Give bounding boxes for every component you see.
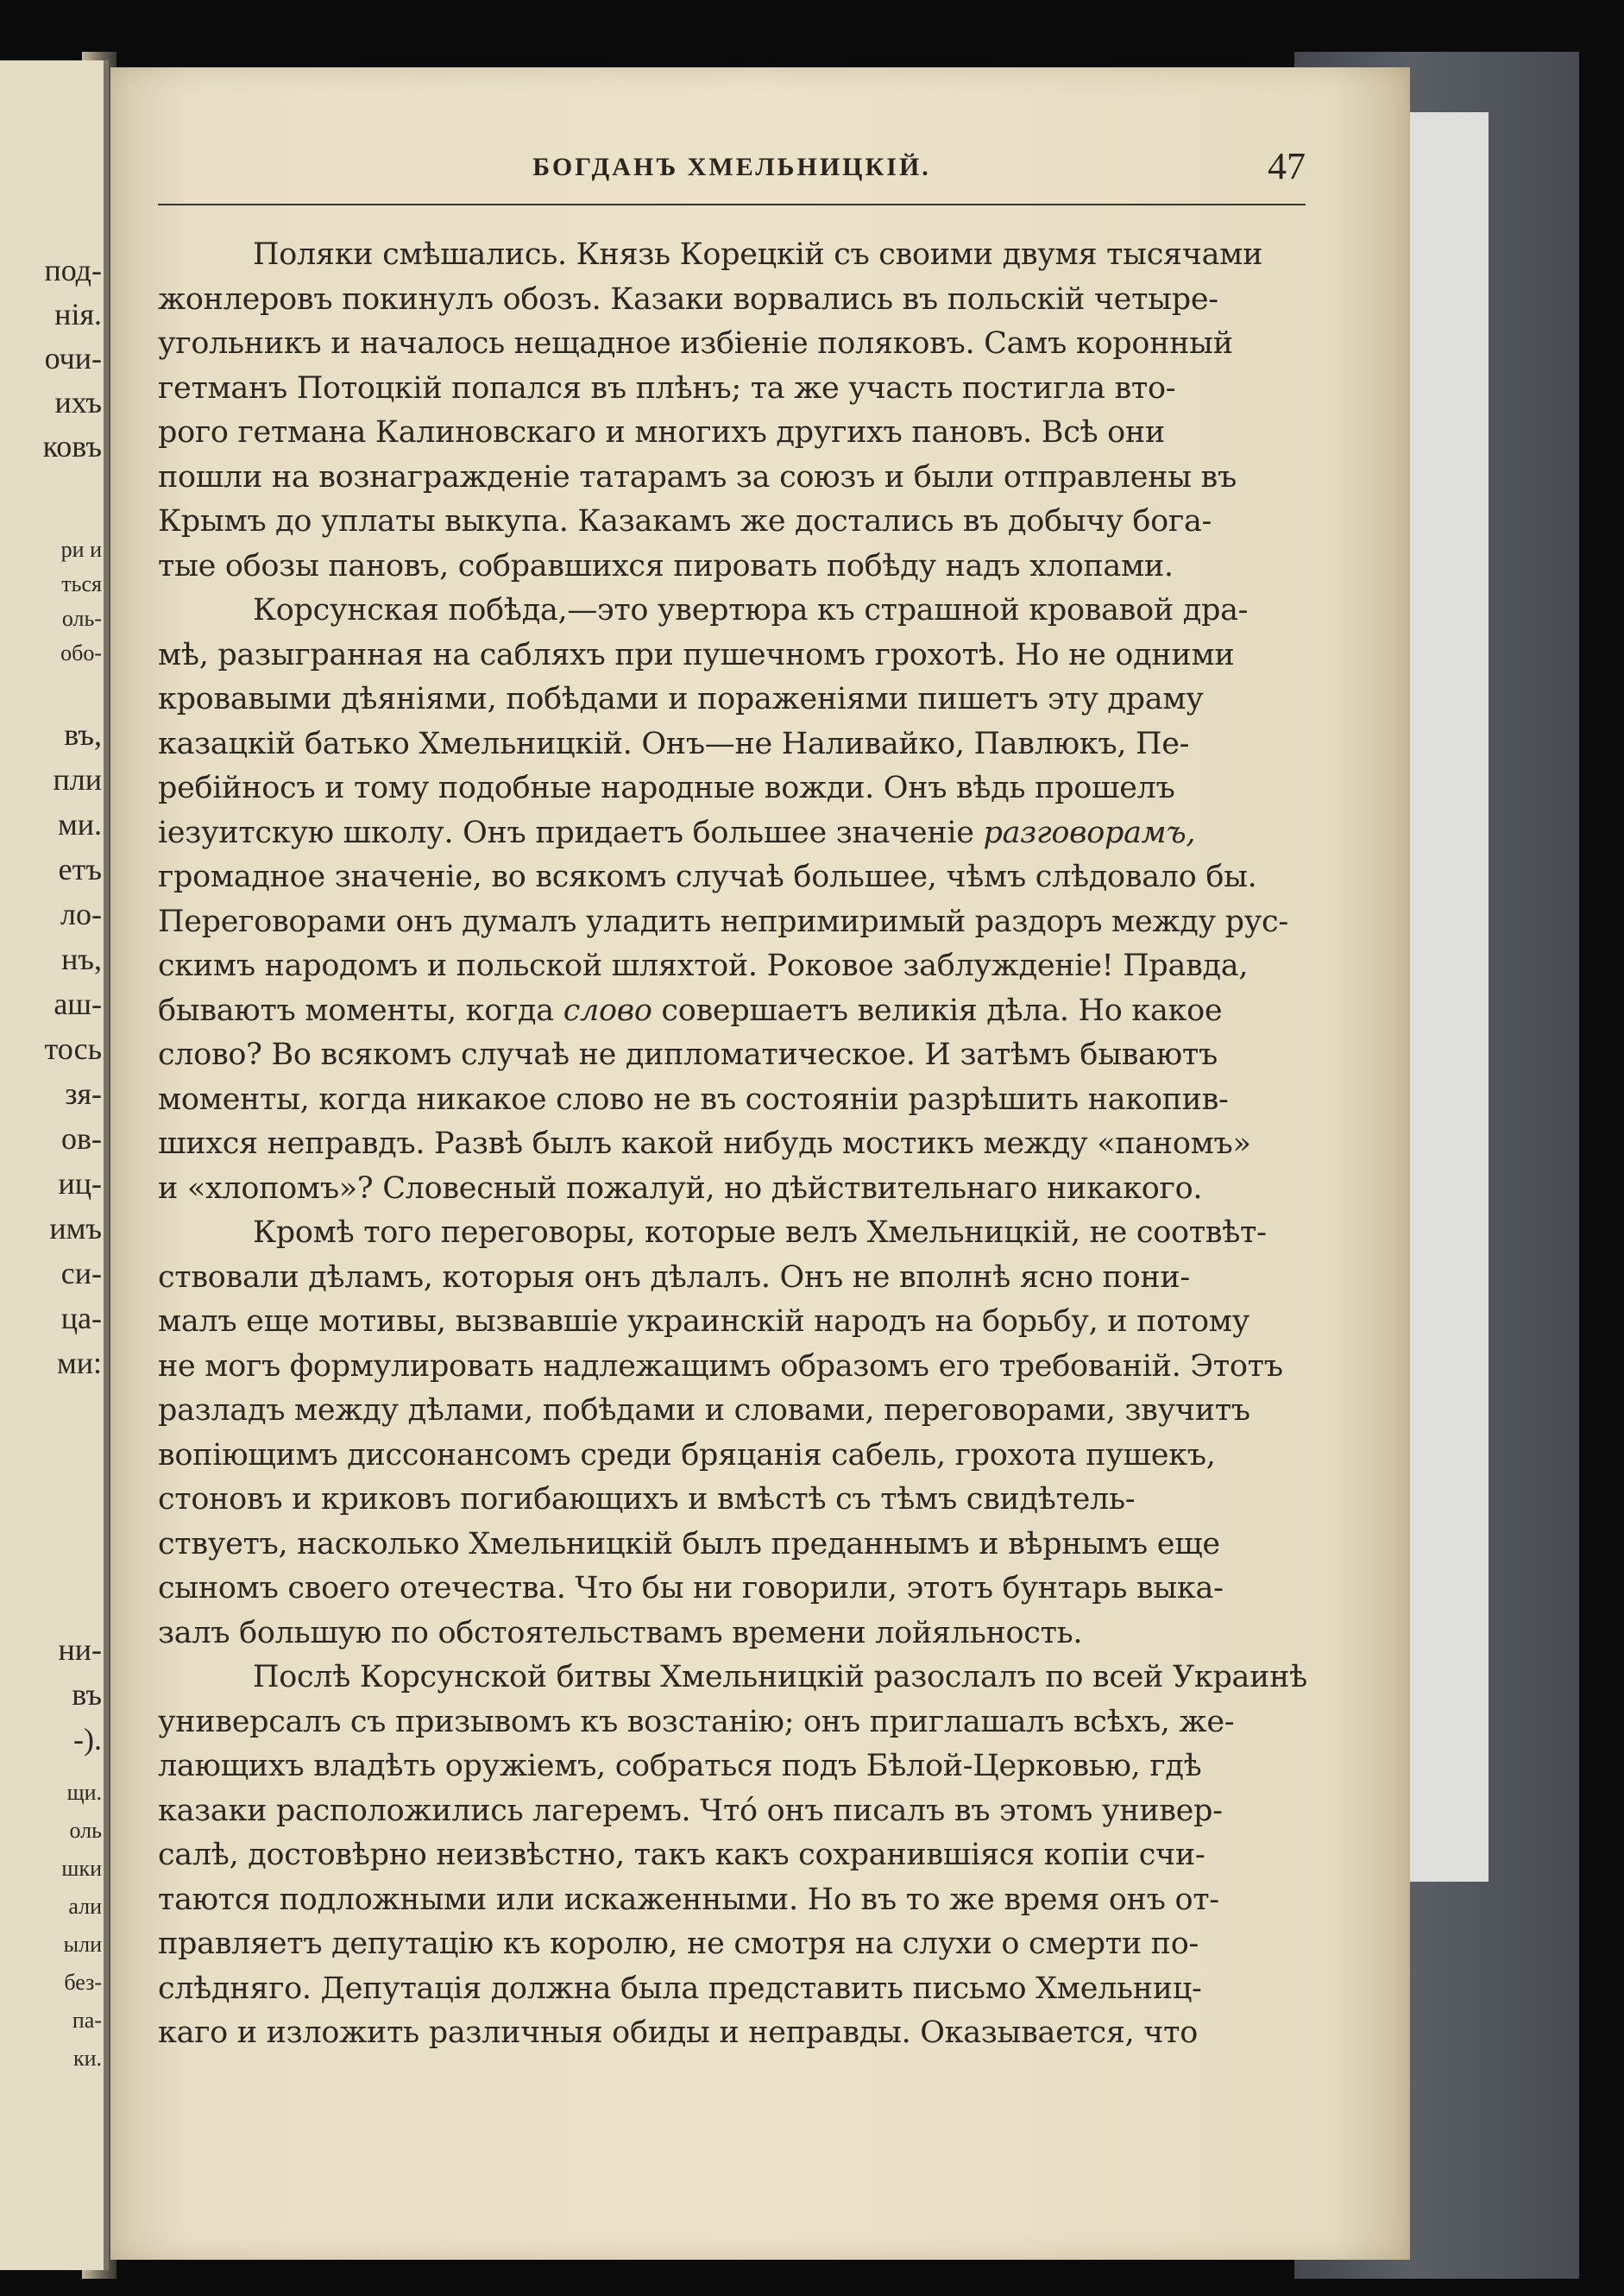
left-fragment: ыли <box>63 1932 102 1957</box>
text-line: Поляки смѣшались. Князь Корецкій съ своими двумя тысячами <box>253 237 1263 272</box>
italic-emphasis: разговорамъ, <box>983 815 1196 850</box>
text-line <box>158 811 1366 856</box>
left-fragment: въ <box>72 1677 102 1712</box>
text-line: стоновъ и криковъ погибающихъ и вмѣстѣ съ тѣмъ свидѣтель- <box>158 1482 1136 1517</box>
left-fragment: ов- <box>61 1121 102 1156</box>
text-line: моменты, когда никакое слово не въ состояніи разрѣшить накопив- <box>158 1082 1229 1117</box>
left-page <box>0 60 109 2270</box>
text-line: слѣдняго. Депутація должна была представить письмо Хмельниц- <box>158 1971 1202 2006</box>
left-fragment: ми. <box>57 807 102 842</box>
text-segment: бываютъ моменты, когда <box>158 993 554 1028</box>
left-fragment: пли <box>53 762 102 797</box>
text-line: вопіющимъ диссонансомъ среди бряцанія сабель, грохота пушекъ, <box>158 1437 1216 1473</box>
text-line: Переговорами онъ думалъ уладить непримиримый раздоръ между рус- <box>158 904 1288 939</box>
left-fragment: тось <box>44 1031 102 1066</box>
left-fragment: имъ <box>49 1211 102 1246</box>
text-line: салѣ, достовѣрно неизвѣстно, такъ какъ сохранившіяся копіи счи- <box>158 1838 1205 1872</box>
text-line: каго и изложить различныя обиды и неправды. Оказывается, что <box>158 2015 1198 2050</box>
text-line: правляетъ депутацію къ королю, не смотря на слухи о смерти по- <box>158 1927 1199 1961</box>
text-line: слово? Во всякомъ случаѣ не дипломатическое. И затѣмъ бываютъ <box>158 1038 1218 1072</box>
page-header <box>158 145 1306 201</box>
text-line: таются подложными или искаженными. Но въ то же время онъ от- <box>158 1882 1219 1917</box>
left-fragment: нъ, <box>61 942 102 976</box>
left-fragment: етъ <box>58 852 102 886</box>
text-line: тые обозы пановъ, собравшихся пировать побѣду надъ хлопами. <box>158 548 1174 583</box>
left-fragment: али <box>68 1894 102 1919</box>
text-line: ствовали дѣламъ, которыя онъ дѣлалъ. Онъ не вполнѣ ясно пони- <box>158 1259 1190 1295</box>
left-fragment: -). <box>73 1722 102 1757</box>
text-line: казацкій батько Хмельницкій. Онъ—не Наливайко, Павлюкъ, Пе- <box>158 726 1190 761</box>
left-fragment: щи. <box>66 1780 102 1805</box>
text-segment: совершаетъ великія дѣла. Но какое <box>661 993 1223 1028</box>
page-number: 47 <box>1268 145 1306 187</box>
left-fragment: иц- <box>58 1166 102 1201</box>
left-fragment: ми: <box>56 1346 102 1380</box>
left-fragment: въ, <box>64 717 102 752</box>
left-fragment: ковъ <box>42 429 102 464</box>
text-line: малъ еще мотивы, вызвавшіе украинскій народъ на борьбу, и потому <box>158 1304 1249 1339</box>
text-line: Кромѣ того переговоры, которые велъ Хмельницкій, не соотвѣт- <box>253 1215 1267 1250</box>
text-line: универсалъ съ призывомъ къ возстанію; онъ приглашалъ всѣхъ, же- <box>158 1704 1235 1739</box>
text-line: сыномъ своего отечества. Что бы ни говорили, этотъ бунтарь выка- <box>158 1571 1224 1605</box>
book-page <box>110 67 1410 2260</box>
text-line: жонлеровъ покинулъ обозъ. Казаки ворвались въ польскій четыре- <box>158 281 1218 317</box>
text-line: угольникъ и началось нещадное избіеніе поляковъ. Самъ коронный <box>158 326 1233 361</box>
text-line: рого гетмана Калиновскаго и многихъ другихъ пановъ. Всѣ они <box>158 415 1165 450</box>
left-fragment: очи- <box>44 341 102 375</box>
header-rule <box>158 204 1306 205</box>
text-line: Корсунская побѣда,—это увертюра къ страшной кровавой дра- <box>253 593 1249 628</box>
left-fragment: си- <box>60 1256 102 1290</box>
text-line: казаки расположились лагеремъ. Что́ онъ писалъ въ этомъ универ- <box>158 1793 1223 1828</box>
left-fragment: зя- <box>65 1076 102 1111</box>
cover-inner-board <box>1398 112 1489 1882</box>
left-fragment: ни- <box>58 1632 102 1667</box>
text-line: громадное значеніе, во всякомъ случаѣ большее, чѣмъ слѣдовало бы. <box>158 860 1257 894</box>
left-fragment: ри и <box>60 537 102 562</box>
left-fragment: ки. <box>72 2046 102 2071</box>
left-fragment: под- <box>44 253 102 287</box>
text-line: шихся неправдъ. Развѣ былъ какой нибудь мостикъ между «паномъ» <box>158 1126 1251 1161</box>
left-fragment: ца- <box>60 1301 102 1335</box>
left-fragment: па- <box>72 2008 102 2033</box>
text-line: и «хлопомъ»? Словесный пожалуй, но дѣйствительнаго никакого. <box>158 1170 1203 1206</box>
left-fragment: шки <box>61 1856 102 1881</box>
text-line: гетманъ Потоцкій попался въ плѣнъ; та же участь постигла вто- <box>158 370 1176 406</box>
left-fragment: оль- <box>61 606 102 631</box>
left-fragment: оль <box>69 1818 102 1843</box>
text-line: Крымъ до уплаты выкупа. Казакамъ же достались въ добычу бога- <box>158 504 1212 539</box>
text-line: разладъ между дѣлами, побѣдами и словами, переговорами, звучитъ <box>158 1393 1250 1428</box>
text-line: ребійносъ и тому подобные народные вожди. Онъ вѣдь прошелъ <box>158 771 1175 805</box>
left-fragment: без- <box>64 1970 102 1995</box>
text-line: лающихъ владѣть оружіемъ, собраться подъ Бѣлой-Церковью, гдѣ <box>158 1749 1202 1783</box>
text-segment: іезуитскую школу. Онъ придаетъ большее значеніе <box>158 815 974 850</box>
body-text <box>158 233 1366 2056</box>
text-line <box>158 989 1366 1034</box>
italic-emphasis: слово <box>563 993 652 1028</box>
left-fragment: аш- <box>54 987 102 1021</box>
left-fragment: нія. <box>54 297 102 331</box>
text-line: ствуетъ, насколько Хмельницкій былъ преданнымъ и вѣрнымъ еще <box>158 1526 1220 1561</box>
text-line: скимъ народомъ и польской шляхтой. Роковое заблужденіе! Правда, <box>158 949 1249 983</box>
left-fragment: ло- <box>60 897 102 931</box>
text-line: залъ большую по обстоятельствамъ времени лойяльность. <box>158 1615 1083 1650</box>
text-line: Послѣ Корсунской битвы Хмельницкій разослалъ по всей Украинѣ <box>253 1660 1307 1694</box>
left-fragment: ться <box>61 571 102 596</box>
text-line: мѣ, разыгранная на сабляхъ при пушечномъ грохотѣ. Но не одними <box>158 637 1235 672</box>
text-line: пошли на вознагражденіе татарамъ за союзъ и были отправлены въ <box>158 459 1237 495</box>
left-fragment: обо- <box>60 640 102 665</box>
running-title: БОГДАНЪ ХМЕЛЬНИЦКІЙ. <box>532 153 931 181</box>
text-line: не могъ формулировать надлежащимъ образомъ его требованій. Этотъ <box>158 1348 1283 1384</box>
text-line: кровавыми дѣяніями, побѣдами и пораженіями пишетъ эту драму <box>158 682 1204 716</box>
left-fragment: ихъ <box>54 385 102 419</box>
